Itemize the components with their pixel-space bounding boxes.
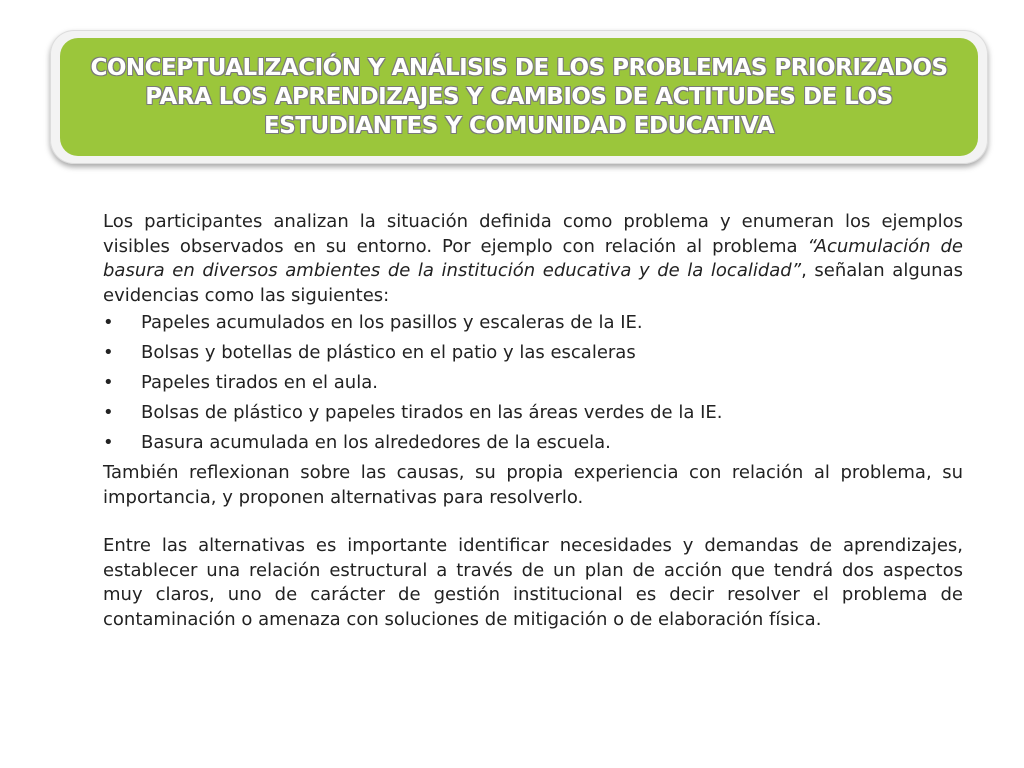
alternatives-paragraph: Entre las alternativas es importante identificar necesidades y demandas de aprendizajes, establecer una relación estructural a través de un plan de acción que tendrá dos aspectos muy claros, uno de carácter de gestión institucional es decir resolver el problema de contaminación o amenaza con soluciones de mitigación o de elaboración física. — [103, 535, 963, 630]
page-title — [90, 54, 947, 141]
list-item-text: Papeles acumulados en los pasillos y escaleras de la IE. — [141, 312, 643, 333]
list-item — [103, 311, 963, 336]
evidence-list — [103, 311, 963, 456]
bullet-icon: • — [103, 312, 114, 333]
list-item-text: Basura acumulada en los alrededores de la escuela. — [141, 432, 611, 453]
reflection-paragraph: También reflexionan sobre las causas, su propia experiencia con relación al problema, su importancia, y proponen alternativas para resolverlo. — [103, 462, 963, 508]
list-item-text: Papeles tirados en el aula. — [141, 372, 378, 393]
intro-text-part2: , señalan algunas evidencias como las siguientes: — [103, 260, 963, 306]
paragraph-spacer — [103, 510, 963, 534]
bullet-icon: • — [103, 402, 114, 423]
list-item-text: Bolsas y botellas de plástico en el patio y las escaleras — [141, 342, 636, 363]
title-line-2: PARA LOS APRENDIZAJES Y CAMBIOS DE ACTITUDES DE LOS — [145, 83, 893, 110]
slide-body — [103, 210, 963, 632]
list-item — [103, 401, 963, 426]
title-line-1: CONCEPTUALIZACIÓN Y ANÁLISIS DE LOS PROBLEMAS PRIORIZADOS — [90, 54, 948, 81]
list-item — [103, 431, 963, 456]
bullet-icon: • — [103, 372, 114, 393]
intro-text-part1: Los participantes analizan la situación definida como problema y enumeran los ejemplos visibles observados en su entorno. Por ejemplo con relación al problema — [103, 211, 963, 257]
bullet-icon: • — [103, 342, 114, 363]
list-item — [103, 371, 963, 396]
list-item-text: Bolsas de plástico y papeles tirados en las áreas verdes de la IE. — [141, 402, 723, 423]
bullet-icon: • — [103, 432, 114, 453]
problem-quote: “Acumulación de basura en diversos ambientes de la institución educativa y de la localidad” — [103, 235, 963, 281]
title-line-3: ESTUDIANTES Y COMUNIDAD EDUCATIVA — [264, 112, 774, 139]
list-item — [103, 341, 963, 366]
intro-paragraph — [103, 210, 963, 308]
title-banner — [60, 38, 978, 156]
